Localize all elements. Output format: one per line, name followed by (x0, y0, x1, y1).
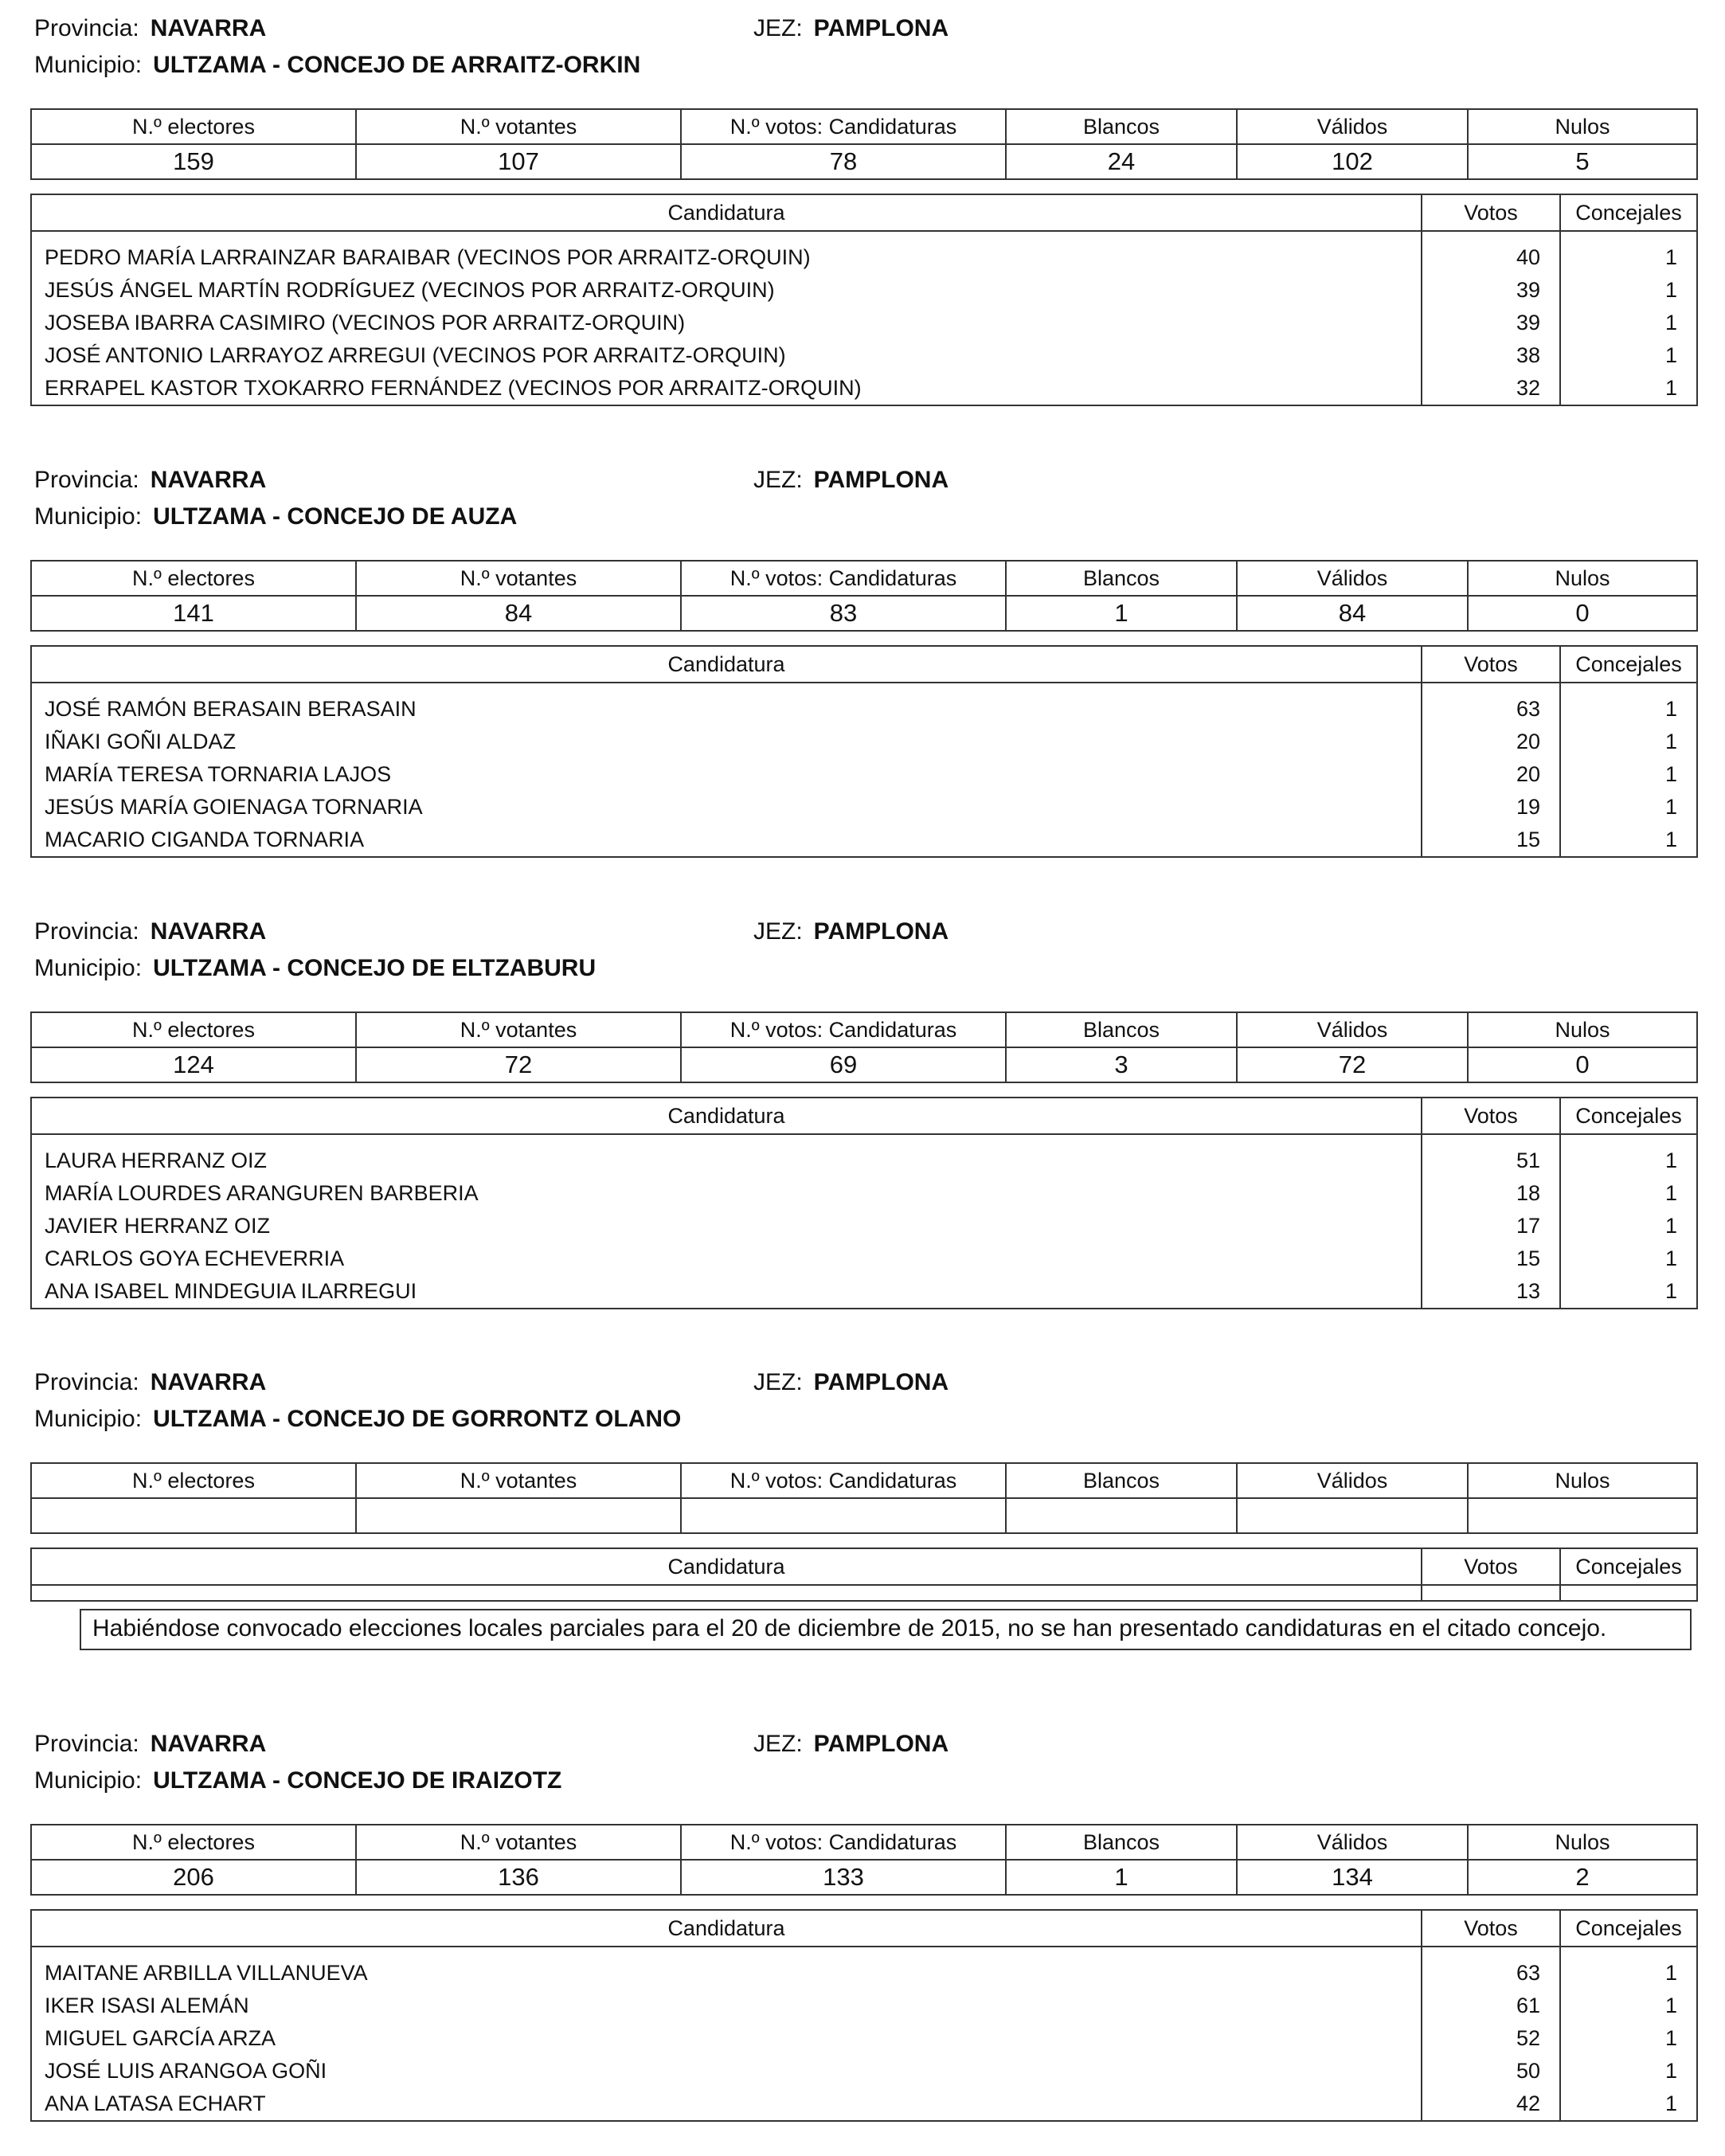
stats-header-row (31, 1012, 1697, 1047)
candidate-concejales: 1 (1560, 1210, 1697, 1242)
candidates-table (30, 1097, 1698, 1309)
stats-value-row (31, 596, 1697, 631)
candidates-header-row (31, 1910, 1697, 1947)
municipio-value: ULTZAMA - CONCEJO DE AUZA (153, 503, 518, 530)
candidate-row (31, 2088, 1697, 2121)
blancos-header: Blancos (1006, 561, 1237, 596)
blancos-header: Blancos (1006, 1825, 1237, 1860)
municipio-line (34, 1405, 681, 1434)
candidates-table (30, 194, 1698, 406)
municipio-label: Municipio: (34, 1767, 143, 1794)
candidate-concejales: 1 (1560, 1275, 1697, 1309)
votos-candidaturas-value: 78 (681, 144, 1006, 179)
municipio-value: ULTZAMA - CONCEJO DE ELTZABURU (153, 955, 597, 981)
candidate-votos: 39 (1422, 274, 1560, 307)
electores-header: N.º electores (31, 561, 356, 596)
candidate-concejales: 1 (1560, 1242, 1697, 1275)
votos-candidaturas-value: 69 (681, 1047, 1006, 1082)
candidate-row (31, 1242, 1697, 1275)
candidate-concejales: 1 (1560, 1134, 1697, 1177)
candidate-votos: 20 (1422, 758, 1560, 791)
jez-line (753, 1368, 949, 1397)
provincia-line (34, 466, 266, 495)
jez-label: JEZ: (753, 467, 803, 493)
candidate-row (31, 1177, 1697, 1210)
candidate-name: MAITANE ARBILLA VILLANUEVA (31, 1947, 1422, 1990)
stats-table (30, 108, 1698, 180)
concejales-header: Concejales (1560, 194, 1697, 231)
votantes-value (356, 1498, 681, 1533)
stats-header-row (31, 561, 1697, 596)
candidate-name: PEDRO MARÍA LARRAINZAR BARAIBAR (VECINOS POR ARRAITZ-ORQUIN) (31, 231, 1422, 274)
candidate-name: MARÍA TERESA TORNARIA LAJOS (31, 758, 1422, 791)
provincia-line (34, 918, 266, 946)
candidate-votos: 61 (1422, 1990, 1560, 2022)
candidate-name: MARÍA LOURDES ARANGUREN BARBERIA (31, 1177, 1422, 1210)
jez-line (753, 466, 949, 495)
candidate-votos: 39 (1422, 307, 1560, 339)
votos-candidaturas-header: N.º votos: Candidaturas (681, 109, 1006, 144)
votantes-value: 107 (356, 144, 681, 179)
candidate-votos: 20 (1422, 726, 1560, 758)
provincia-value: NAVARRA (150, 15, 267, 41)
votantes-value: 84 (356, 596, 681, 631)
candidate-concejales: 1 (1560, 824, 1697, 857)
candidate-votos: 52 (1422, 2022, 1560, 2055)
candidate-name: ANA ISABEL MINDEGUIA ILARREGUI (31, 1275, 1422, 1309)
stats-value-row (31, 1047, 1697, 1082)
blancos-value: 1 (1006, 1860, 1237, 1895)
municipio-value: ULTZAMA - CONCEJO DE GORRONTZ OLANO (153, 1406, 682, 1432)
electores-value (31, 1498, 356, 1533)
candidates-table (30, 1909, 1698, 2122)
provincia-value: NAVARRA (150, 1369, 267, 1395)
candidate-concejales: 1 (1560, 758, 1697, 791)
empty-cell (1560, 1585, 1697, 1601)
stats-table (30, 1462, 1698, 1534)
municipio-value: ULTZAMA - CONCEJO DE IRAIZOTZ (153, 1767, 562, 1794)
nulos-header: Nulos (1468, 109, 1697, 144)
candidate-row (31, 1990, 1697, 2022)
electores-value: 141 (31, 596, 356, 631)
provincia-value: NAVARRA (150, 1731, 267, 1757)
candidates-header-row (31, 1548, 1697, 1585)
municipio-line (34, 51, 640, 80)
candidate-concejales: 1 (1560, 339, 1697, 372)
nulos-header: Nulos (1468, 1825, 1697, 1860)
nulos-value: 5 (1468, 144, 1697, 179)
nulos-value (1468, 1498, 1697, 1533)
candidatura-header: Candidatura (31, 194, 1422, 231)
candidate-votos: 63 (1422, 683, 1560, 726)
candidate-votos: 50 (1422, 2055, 1560, 2088)
candidate-concejales: 1 (1560, 1947, 1697, 1990)
votantes-header: N.º votantes (356, 109, 681, 144)
municipio-label: Municipio: (34, 503, 143, 530)
provincia-line (34, 1368, 266, 1397)
nulos-value: 0 (1468, 596, 1697, 631)
municipio-label: Municipio: (34, 955, 143, 981)
municipio-label: Municipio: (34, 52, 143, 78)
votos-candidaturas-header: N.º votos: Candidaturas (681, 1012, 1006, 1047)
candidate-row (31, 1134, 1697, 1177)
candidate-concejales: 1 (1560, 1990, 1697, 2022)
jez-label: JEZ: (753, 1369, 803, 1395)
blancos-header: Blancos (1006, 1463, 1237, 1498)
candidate-row (31, 2022, 1697, 2055)
nulos-header: Nulos (1468, 1463, 1697, 1498)
candidate-row (31, 372, 1697, 405)
validos-header: Válidos (1237, 1825, 1468, 1860)
candidate-row (31, 339, 1697, 372)
jez-value: PAMPLONA (813, 15, 949, 41)
concejales-header: Concejales (1560, 1548, 1697, 1585)
provincia-label: Provincia: (34, 15, 139, 41)
votantes-header: N.º votantes (356, 1012, 681, 1047)
blancos-value: 24 (1006, 144, 1237, 179)
stats-header-row (31, 1825, 1697, 1860)
candidate-row (31, 307, 1697, 339)
candidate-name: JOSEBA IBARRA CASIMIRO (VECINOS POR ARRAITZ-ORQUIN) (31, 307, 1422, 339)
concejales-header: Concejales (1560, 646, 1697, 683)
candidate-votos: 38 (1422, 339, 1560, 372)
jez-label: JEZ: (753, 1731, 803, 1757)
candidates-header-row (31, 646, 1697, 683)
candidates-header-row (31, 1098, 1697, 1134)
candidate-concejales: 1 (1560, 231, 1697, 274)
note-box: Habiéndose convocado elecciones locales parciales para el 20 de diciembre de 2015, no se han presentado candidaturas en el citado concejo. (80, 1609, 1692, 1650)
validos-header: Válidos (1237, 1463, 1468, 1498)
electores-value: 124 (31, 1047, 356, 1082)
validos-header: Válidos (1237, 561, 1468, 596)
candidate-concejales: 1 (1560, 683, 1697, 726)
candidate-row (31, 726, 1697, 758)
electores-value: 159 (31, 144, 356, 179)
candidates-table (30, 1548, 1698, 1602)
candidate-concejales: 1 (1560, 2088, 1697, 2121)
nulos-value: 2 (1468, 1860, 1697, 1895)
candidate-votos: 18 (1422, 1177, 1560, 1210)
nulos-header: Nulos (1468, 561, 1697, 596)
provincia-label: Provincia: (34, 467, 139, 493)
stats-header-row (31, 1463, 1697, 1498)
candidate-concejales: 1 (1560, 726, 1697, 758)
votos-candidaturas-value (681, 1498, 1006, 1533)
provincia-label: Provincia: (34, 1369, 139, 1395)
candidatura-header: Candidatura (31, 1548, 1422, 1585)
candidate-name: JOSÉ ANTONIO LARRAYOZ ARREGUI (VECINOS POR ARRAITZ-ORQUIN) (31, 339, 1422, 372)
provincia-label: Provincia: (34, 918, 139, 945)
candidatura-header: Candidatura (31, 1098, 1422, 1134)
stats-table (30, 1011, 1698, 1083)
validos-value (1237, 1498, 1468, 1533)
electores-value: 206 (31, 1860, 356, 1895)
candidate-concejales: 1 (1560, 2022, 1697, 2055)
candidate-votos: 13 (1422, 1275, 1560, 1309)
candidate-name: JOSÉ RAMÓN BERASAIN BERASAIN (31, 683, 1422, 726)
jez-label: JEZ: (753, 15, 803, 41)
candidate-votos: 17 (1422, 1210, 1560, 1242)
candidate-row (31, 1947, 1697, 1990)
candidate-name: ANA LATASA ECHART (31, 2088, 1422, 2121)
validos-value: 134 (1237, 1860, 1468, 1895)
candidate-name: IÑAKI GOÑI ALDAZ (31, 726, 1422, 758)
jez-value: PAMPLONA (813, 467, 949, 493)
candidate-row (31, 758, 1697, 791)
candidate-row (31, 1275, 1697, 1309)
candidate-name: MIGUEL GARCÍA ARZA (31, 2022, 1422, 2055)
candidate-name: LAURA HERRANZ OIZ (31, 1134, 1422, 1177)
blancos-header: Blancos (1006, 109, 1237, 144)
validos-value: 84 (1237, 596, 1468, 631)
candidate-name: IKER ISASI ALEMÁN (31, 1990, 1422, 2022)
candidate-votos: 51 (1422, 1134, 1560, 1177)
jez-value: PAMPLONA (813, 918, 949, 945)
jez-line (753, 918, 949, 946)
blancos-value: 1 (1006, 596, 1237, 631)
candidate-name: ERRAPEL KASTOR TXOKARRO FERNÁNDEZ (VECINOS POR ARRAITZ-ORQUIN) (31, 372, 1422, 405)
candidate-row (31, 824, 1697, 857)
votantes-header: N.º votantes (356, 1825, 681, 1860)
votos-candidaturas-header: N.º votos: Candidaturas (681, 1825, 1006, 1860)
votos-header: Votos (1422, 1548, 1560, 1585)
stats-table (30, 1824, 1698, 1896)
stats-header-row (31, 109, 1697, 144)
jez-value: PAMPLONA (813, 1731, 949, 1757)
candidates-empty-row (31, 1585, 1697, 1601)
votos-header: Votos (1422, 194, 1560, 231)
candidate-name: MACARIO CIGANDA TORNARIA (31, 824, 1422, 857)
candidates-table (30, 645, 1698, 858)
municipio-line (34, 1767, 561, 1795)
candidate-votos: 19 (1422, 791, 1560, 824)
candidate-row (31, 1210, 1697, 1242)
jez-label: JEZ: (753, 918, 803, 945)
candidate-votos: 15 (1422, 824, 1560, 857)
candidate-concejales: 1 (1560, 2055, 1697, 2088)
candidate-concejales: 1 (1560, 307, 1697, 339)
concejales-header: Concejales (1560, 1098, 1697, 1134)
electores-header: N.º electores (31, 109, 356, 144)
candidate-row (31, 683, 1697, 726)
candidate-name: JAVIER HERRANZ OIZ (31, 1210, 1422, 1242)
electores-header: N.º electores (31, 1825, 356, 1860)
candidates-header-row (31, 194, 1697, 231)
validos-value: 102 (1237, 144, 1468, 179)
candidate-votos: 63 (1422, 1947, 1560, 1990)
candidatura-header: Candidatura (31, 646, 1422, 683)
candidate-votos: 15 (1422, 1242, 1560, 1275)
candidate-concejales: 1 (1560, 372, 1697, 405)
votos-header: Votos (1422, 646, 1560, 683)
candidate-name: JOSÉ LUIS ARANGOA GOÑI (31, 2055, 1422, 2088)
votos-header: Votos (1422, 1098, 1560, 1134)
candidate-row (31, 274, 1697, 307)
candidate-votos: 32 (1422, 372, 1560, 405)
empty-cell (31, 1585, 1422, 1601)
candidatura-header: Candidatura (31, 1910, 1422, 1947)
candidate-votos: 42 (1422, 2088, 1560, 2121)
electores-header: N.º electores (31, 1012, 356, 1047)
candidate-row (31, 791, 1697, 824)
nulos-header: Nulos (1468, 1012, 1697, 1047)
votantes-header: N.º votantes (356, 1463, 681, 1498)
concejales-header: Concejales (1560, 1910, 1697, 1947)
municipio-label: Municipio: (34, 1406, 143, 1432)
validos-header: Válidos (1237, 1012, 1468, 1047)
municipio-value: ULTZAMA - CONCEJO DE ARRAITZ-ORKIN (153, 52, 641, 78)
empty-cell (1422, 1585, 1560, 1601)
provincia-line (34, 1730, 266, 1759)
blancos-header: Blancos (1006, 1012, 1237, 1047)
provincia-value: NAVARRA (150, 467, 267, 493)
votos-candidaturas-value: 133 (681, 1860, 1006, 1895)
votantes-value: 72 (356, 1047, 681, 1082)
stats-value-row (31, 1498, 1697, 1533)
candidate-concejales: 1 (1560, 274, 1697, 307)
municipio-line (34, 954, 596, 983)
jez-line (753, 1730, 949, 1759)
provincia-line (34, 14, 266, 43)
stats-table (30, 560, 1698, 632)
candidate-votos: 40 (1422, 231, 1560, 274)
blancos-value: 3 (1006, 1047, 1237, 1082)
votos-candidaturas-header: N.º votos: Candidaturas (681, 561, 1006, 596)
provincia-value: NAVARRA (150, 918, 267, 945)
jez-value: PAMPLONA (813, 1369, 949, 1395)
electores-header: N.º electores (31, 1463, 356, 1498)
stats-value-row (31, 1860, 1697, 1895)
votos-candidaturas-value: 83 (681, 596, 1006, 631)
candidate-name: JESÚS ÁNGEL MARTÍN RODRÍGUEZ (VECINOS POR ARRAITZ-ORQUIN) (31, 274, 1422, 307)
validos-value: 72 (1237, 1047, 1468, 1082)
candidate-name: CARLOS GOYA ECHEVERRIA (31, 1242, 1422, 1275)
votantes-header: N.º votantes (356, 561, 681, 596)
candidate-concejales: 1 (1560, 791, 1697, 824)
candidate-concejales: 1 (1560, 1177, 1697, 1210)
municipio-line (34, 503, 517, 531)
votantes-value: 136 (356, 1860, 681, 1895)
blancos-value (1006, 1498, 1237, 1533)
jez-line (753, 14, 949, 43)
votos-header: Votos (1422, 1910, 1560, 1947)
validos-header: Válidos (1237, 109, 1468, 144)
stats-value-row (31, 144, 1697, 179)
candidate-row (31, 2055, 1697, 2088)
nulos-value: 0 (1468, 1047, 1697, 1082)
candidate-row (31, 231, 1697, 274)
provincia-label: Provincia: (34, 1731, 139, 1757)
candidate-name: JESÚS MARÍA GOIENAGA TORNARIA (31, 791, 1422, 824)
votos-candidaturas-header: N.º votos: Candidaturas (681, 1463, 1006, 1498)
